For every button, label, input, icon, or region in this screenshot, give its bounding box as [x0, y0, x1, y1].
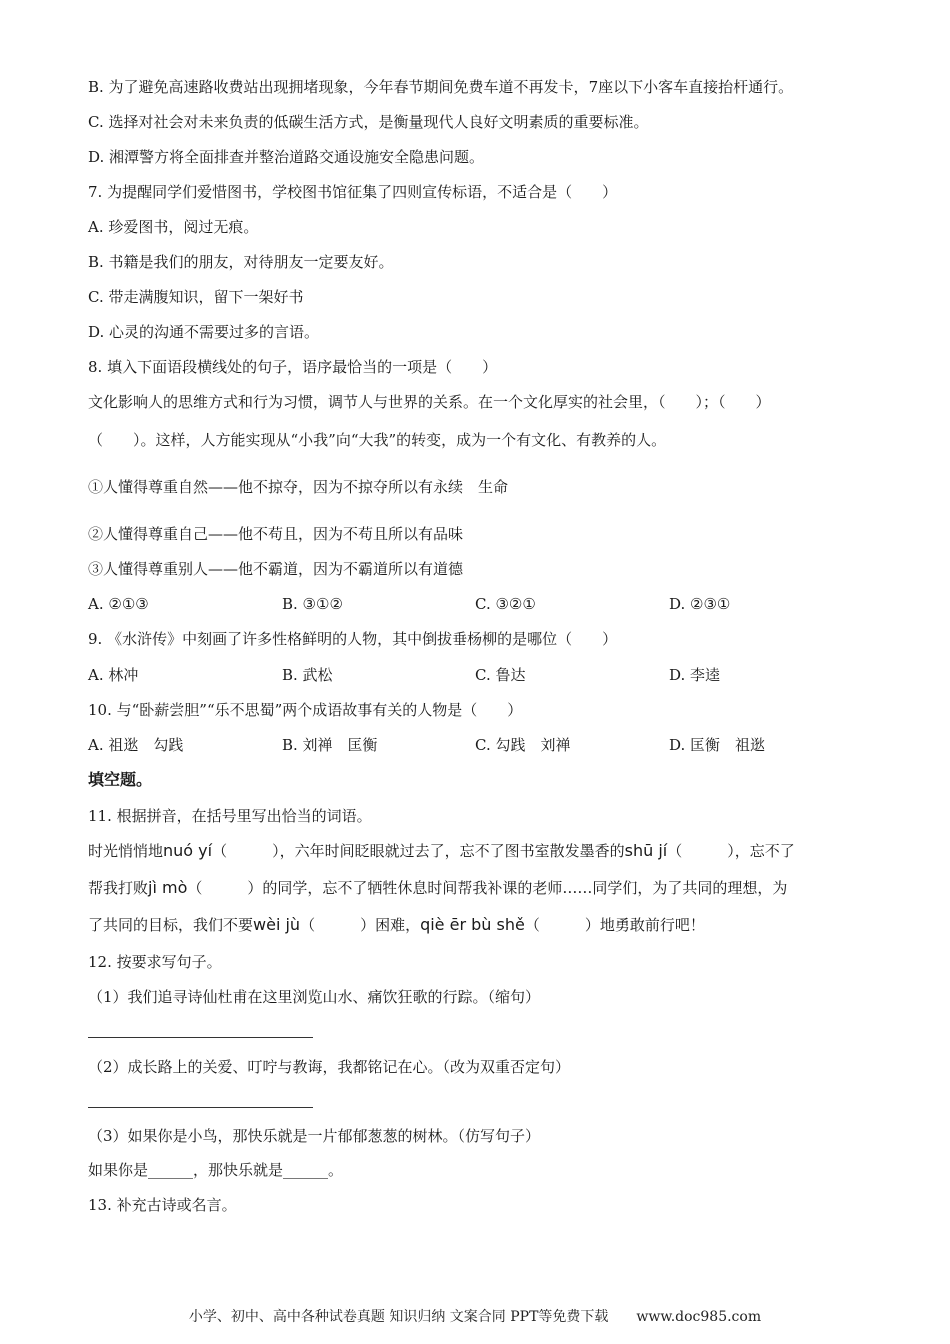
pinyin-qie-er-bu-she: qiè ēr bù shě: [420, 915, 525, 934]
q11-text: 帮我打败: [88, 879, 149, 897]
q9-option-c: C. 鲁达: [475, 666, 526, 684]
q9-stem: 9. 《水浒传》中刻画了许多性格鲜明的人物，其中倒拔垂杨柳的是哪位（ ）: [88, 630, 618, 648]
q7-option-d: D. 心灵的沟通不需要过多的言语。: [88, 323, 320, 341]
q8-option-a: A. ②①③: [88, 595, 149, 613]
q9-option-d: D. 李逵: [669, 666, 721, 684]
q11-text: （ ）困难，: [300, 916, 421, 934]
q8-option-c: C. ③②①: [475, 595, 536, 613]
q10-option-a: A. 祖逖 勾践: [88, 736, 184, 754]
q12-sub1: （1）我们追寻诗仙杜甫在这里浏览山水、痛饮狂歌的行踪。（缩句）: [88, 988, 541, 1006]
answer-line-2[interactable]: [88, 1107, 313, 1108]
pinyin-nuo-yi: nuó yí: [163, 841, 213, 860]
q11-line3: [88, 915, 705, 935]
q8-sentence-3: ③人懂得尊重别人——他不霸道，因为不霸道所以有道德: [88, 560, 464, 578]
q12-sub2: （2）成长路上的关爱、叮咛与教诲，我都铭记在心。（改为双重否定句）: [88, 1058, 571, 1076]
q11-text: （ ），忘不了: [667, 842, 795, 860]
pinyin-wei-ju: wèi jù: [253, 915, 301, 934]
q11-text: （ ）的同学，忘不了牺牲休息时间帮我补课的老师……同学们，为了共同的理想，为: [187, 879, 788, 897]
q7-stem: 7. 为提醒同学们爱惜图书，学校图书馆征集了四则宣传标语，不适合是（ ）: [88, 183, 618, 201]
q8-stem: 8. 填入下面语段横线处的句子，语序最恰当的一项是（ ）: [88, 358, 498, 376]
q11-text: （ ），六年时间眨眼就过去了，忘不了图书室散发墨香的: [212, 842, 625, 860]
answer-line-1[interactable]: [88, 1037, 313, 1038]
q10-stem: 10. 与“卧薪尝胆”“乐不思蜀”两个成语故事有关的人物是（ ）: [88, 701, 523, 719]
q13-stem: 13. 补充古诗或名言。: [88, 1196, 237, 1214]
q11-stem: 11. 根据拼音，在括号里写出恰当的词语。: [88, 807, 372, 825]
pinyin-ji-mo: jì mò: [148, 878, 188, 897]
q10-option-b: B. 刘禅 匡衡: [282, 736, 378, 754]
q8-paragraph-line2: （ ）。这样，人方能实现从“小我”向“大我”的转变，成为一个有文化、有教养的人。: [88, 431, 667, 449]
page-footer: 小学、初中、高中各种试卷真题 知识归纳 文案合同 PPT等免费下载 www.doc985.com: [188, 1309, 762, 1325]
q11-text: 了共同的目标，我们不要: [88, 916, 254, 934]
q11-text: 时光悄悄地: [88, 842, 164, 860]
q12-sub3-answer: 如果你是______，那快乐就是______。: [88, 1161, 344, 1179]
q6-option-b: B. 为了避免高速路收费站出现拥堵现象，今年春节期间免费车道不再发卡，7座以下小客车直接抬杆通行。: [88, 78, 794, 96]
q6-option-d: D. 湘潭警方将全面排查并整治道路交通设施安全隐患问题。: [88, 148, 485, 166]
q9-option-b: B. 武松: [282, 666, 333, 684]
q6-option-c: C. 选择对社会对未来负责的低碳生活方式，是衡量现代人良好文明素质的重要标准。: [88, 113, 649, 131]
section-title-fill-in: 填空题。: [88, 770, 153, 789]
q11-line1: [88, 841, 795, 861]
q8-option-b: B. ③①②: [282, 595, 343, 613]
pinyin-shu-ji: shū jí: [624, 841, 668, 860]
q8-option-d: D. ②③①: [669, 595, 731, 613]
q7-option-b: B. 书籍是我们的朋友，对待朋友一定要友好。: [88, 253, 394, 271]
q12-stem: 12. 按要求写句子。: [88, 953, 222, 971]
q8-sentence-2: ②人懂得尊重自己——他不苟且，因为不苟且所以有品味: [88, 525, 464, 543]
q7-option-a: A. 珍爱图书，阅过无痕。: [88, 218, 259, 236]
q10-option-c: C. 勾践 刘禅: [475, 736, 571, 754]
q11-text: （ ）地勇敢前行吧！: [524, 916, 705, 934]
q9-option-a: A. 林冲: [88, 666, 139, 684]
q12-sub3: （3）如果你是小鸟，那快乐就是一片郁郁葱葱的树林。（仿写句子）: [88, 1127, 541, 1145]
q11-line2: [88, 878, 787, 898]
q10-option-d: D. 匡衡 祖逖: [669, 736, 766, 754]
q8-paragraph-line1: 文化影响人的思维方式和行为习惯，调节人与世界的关系。在一个文化厚实的社会里，（ ）；（ ）: [88, 393, 771, 411]
q7-option-c: C. 带走满腹知识，留下一架好书: [88, 288, 304, 306]
q8-sentence-1: ①人懂得尊重自然——他不掠夺，因为不掠夺所以有永续 生命: [88, 478, 509, 496]
